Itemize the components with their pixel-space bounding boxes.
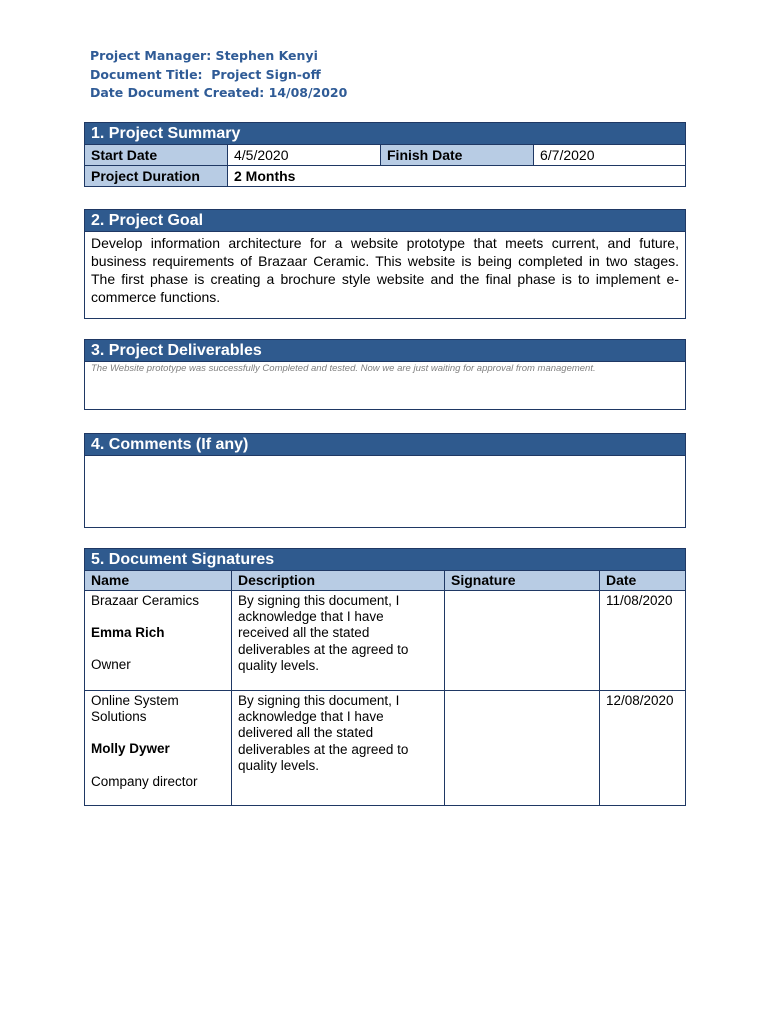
signer-role: Company director (91, 773, 198, 789)
document-signatures-section (84, 548, 686, 806)
date-created: Date Document Created: 14/08/2020 (90, 85, 348, 100)
signatures-header-row (85, 571, 685, 591)
signer-person: Molly Dywer (91, 741, 170, 757)
project-deliverables-text: The Website prototype was successfully Completed and tested. Now we are just waiting for approval from management. (91, 363, 596, 374)
comments-section (84, 433, 686, 528)
finish-date-label: Finish Date (381, 145, 534, 166)
column-description: Description (232, 571, 445, 591)
project-goal-heading: 2. Project Goal (85, 210, 685, 232)
project-manager: Project Manager: Stephen Kenyi (90, 48, 318, 63)
signer-description: By signing this document, I acknowledge that I have delivered all the stated deliverables at the agreed to quality levels. (232, 691, 445, 806)
signatures-table (85, 571, 685, 805)
start-date-value: 4/5/2020 (228, 145, 381, 166)
project-goal-text: Develop information architecture for a website prototype that meets current, and future, business requirements of Brazaar Ceramic. This website is being completed in two stages. The first phase is creating a brochure style website and the final phase is to implement e-commerce functions. (91, 235, 679, 305)
signer-person: Emma Rich (91, 625, 165, 641)
project-deliverables-heading: 3. Project Deliverables (85, 340, 685, 362)
project-summary-table (85, 145, 685, 186)
project-duration-value: 2 Months (228, 166, 686, 187)
document-meta (90, 47, 347, 103)
signature-date: 11/08/2020 (600, 591, 686, 691)
signer-role: Owner (91, 657, 131, 673)
project-summary-section (84, 122, 686, 187)
comments-text (85, 456, 685, 527)
start-date-label: Start Date (85, 145, 228, 166)
signer-organization: Online System Solutions (91, 693, 179, 725)
project-goal-section (84, 209, 686, 319)
document-title: Document Title: Project Sign-off (90, 66, 321, 82)
signer-organization: Brazaar Ceramics (91, 593, 200, 608)
signer-name-cell (85, 591, 232, 691)
comments-heading: 4. Comments (If any) (85, 434, 685, 456)
column-name: Name (85, 571, 232, 591)
project-deliverables-section (84, 339, 686, 410)
signer-name-cell (85, 691, 232, 806)
table-row (85, 591, 685, 691)
finish-date-value: 6/7/2020 (534, 145, 686, 166)
signature-date: 12/08/2020 (600, 691, 686, 806)
signer-description: By signing this document, I acknowledge that I have received all the stated deliverables at the agreed to quality levels. (232, 591, 445, 691)
signature-field[interactable] (445, 591, 600, 691)
column-signature: Signature (445, 571, 600, 591)
signature-field[interactable] (445, 691, 600, 806)
document-signatures-heading: 5. Document Signatures (85, 549, 685, 571)
project-summary-heading: 1. Project Summary (85, 123, 685, 145)
column-date: Date (600, 571, 686, 591)
project-duration-label: Project Duration (85, 166, 228, 187)
table-row (85, 691, 685, 806)
